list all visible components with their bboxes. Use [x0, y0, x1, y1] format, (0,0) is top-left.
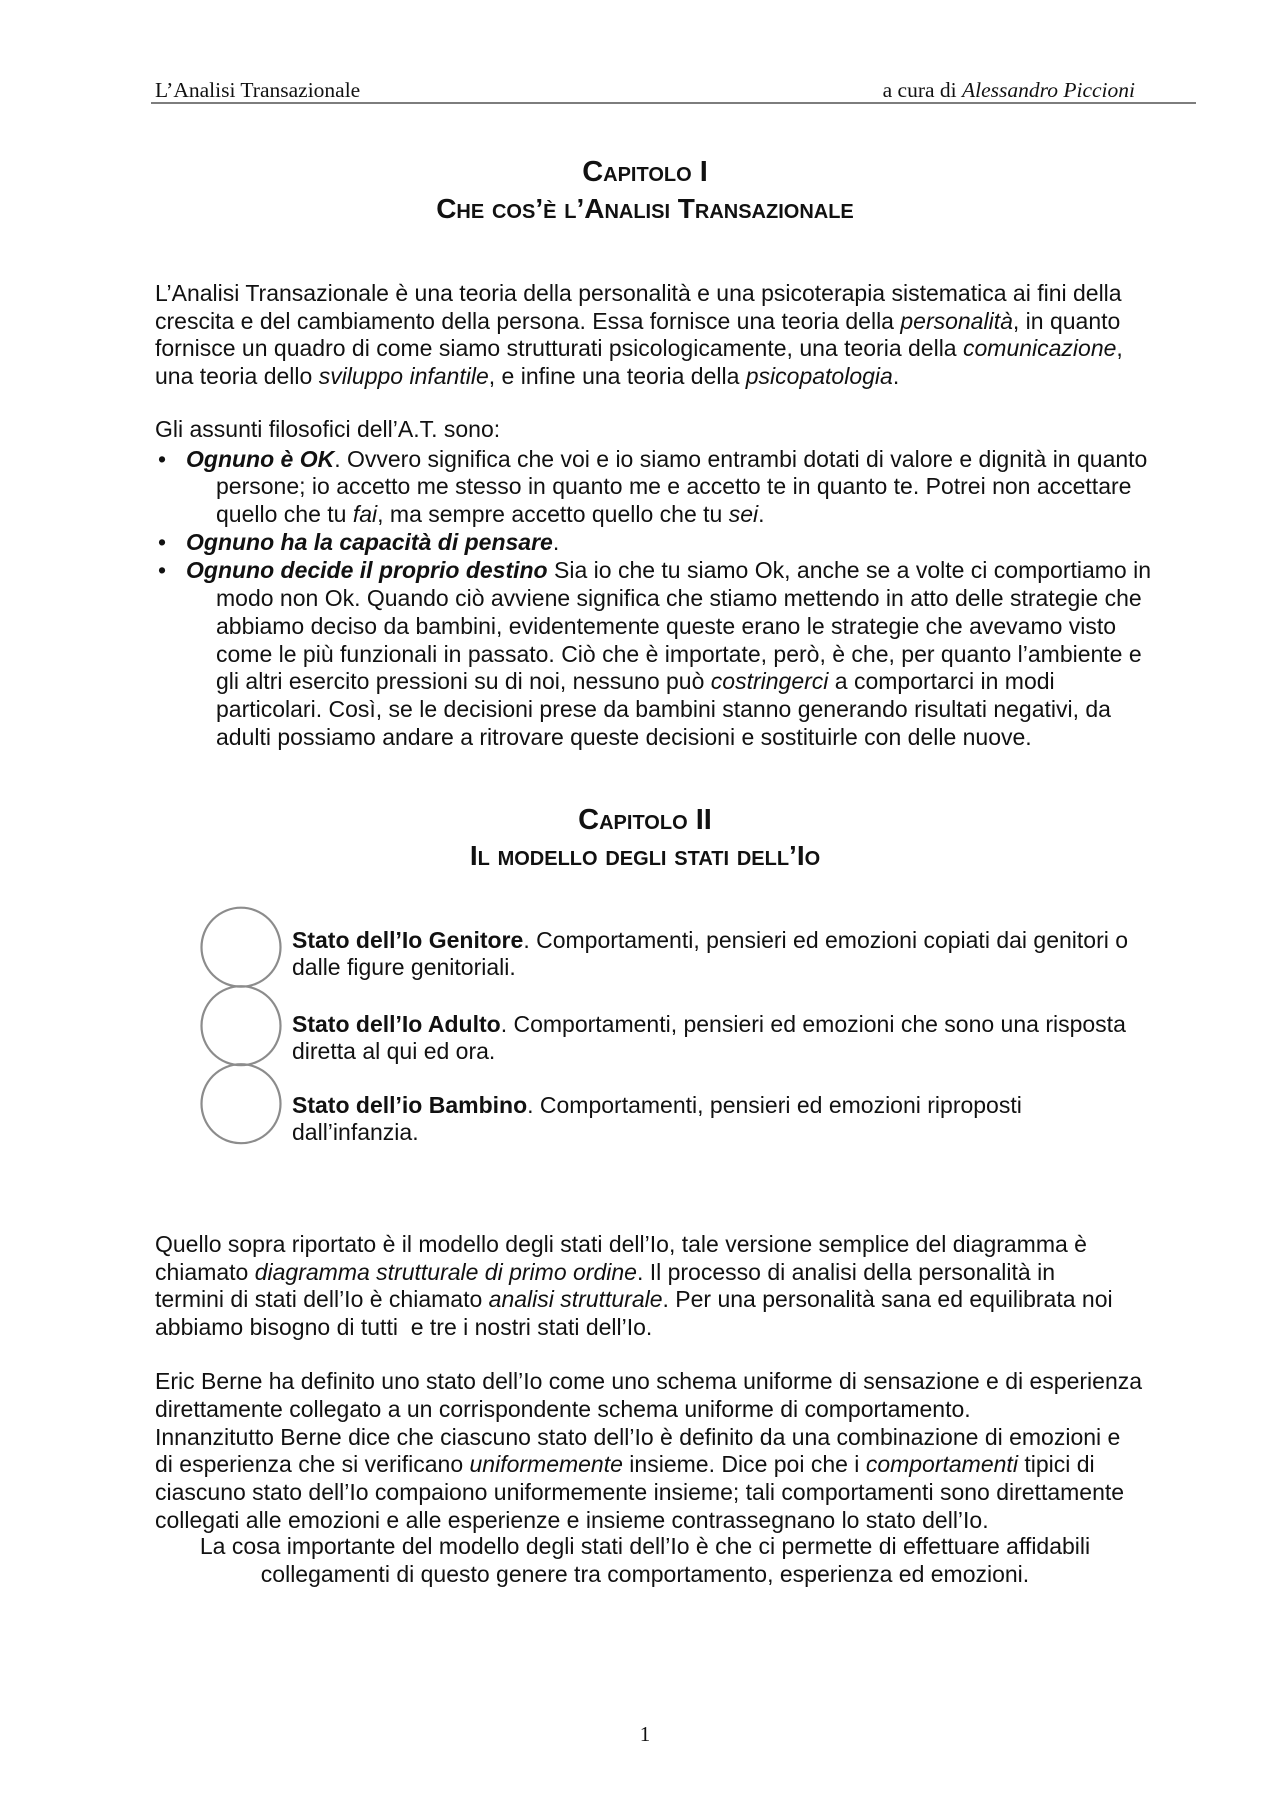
paragraph-line [155, 1285, 1113, 1313]
paragraph-line [155, 1313, 652, 1341]
text-run: fornisce un quadro di come siamo strutturati psicologicamente, una teoria della [155, 335, 963, 362]
text-run: direttamente collegato a un corrispondente schema uniforme di comportamento. [155, 1395, 971, 1422]
text-run: crescita e del cambiamento della persona. Essa fornisce una teoria della [155, 307, 901, 334]
page-number: 1 [639, 1722, 651, 1746]
ego-state-adult-line [292, 1010, 1126, 1038]
text-run: . Per una personalità sana ed equilibrata noi [662, 1286, 1113, 1313]
ego-state-name: Stato dell’Io Adulto [292, 1011, 501, 1037]
italic-term: uniformemente [469, 1451, 623, 1478]
text-run: tipici di [1017, 1451, 1095, 1478]
bullet-icon: • [158, 529, 167, 556]
paragraph-line [155, 1450, 1095, 1478]
text-run: persone; io accetto me stesso in quanto me e accetto te in quanto te. Potrei non accettare [216, 473, 1132, 500]
text-run: termini di stati dell’Io è chiamato [155, 1286, 489, 1313]
assumptions-lead: Gli assunti filosofici dell’A.T. sono: [155, 416, 501, 443]
bullet-icon: • [158, 556, 167, 583]
bullet-item-line [216, 500, 765, 528]
text-run: gli altri esercito pressioni su di noi, nessuno può [216, 668, 711, 695]
text-run: , e infine una teoria della [488, 363, 746, 389]
text-run: ciascuno stato dell’Io compaiono uniformemente insieme; tali comportamenti sono direttamente [155, 1479, 1125, 1505]
conclusion-line: La cosa importante del modello degli stati dell’Io è che ci permette di effettuare affidabili [199, 1533, 1091, 1560]
text-run: dalle figure genitoriali. [292, 953, 516, 980]
bullet-item-line [216, 695, 1111, 723]
text-run: . Comportamenti, pensieri ed emozioni riproposti [527, 1092, 1022, 1119]
intro-line [155, 307, 1120, 335]
italic-term: costringerci [710, 668, 829, 695]
ego-state-child-line [292, 1091, 1022, 1119]
paragraph-line [155, 1258, 1055, 1286]
ego-state-name: Stato dell’io Bambino [292, 1092, 528, 1119]
text-run: Quello sopra riportato è il modello degli stati dell’Io, tale versione semplice del diagramma è [155, 1230, 1087, 1257]
text-run: quello che tu [216, 501, 353, 528]
ego-state-child-line [292, 1118, 419, 1146]
paragraph-line [155, 1506, 989, 1534]
bullet-item-line [186, 445, 1147, 473]
bullet-item-line [216, 723, 1032, 751]
text-run: una teoria dello [155, 363, 319, 389]
header-credit-prefix: a cura di [882, 77, 963, 102]
chapter-2-label: Capitolo II [578, 804, 712, 837]
bullet-item-line [216, 584, 1142, 612]
paragraph-line [155, 1230, 1087, 1258]
text-run: . [552, 529, 560, 556]
header-author-credit [883, 77, 1135, 103]
intro-line [155, 334, 1123, 362]
text-run: abbiamo bisogno di tutti e tre i nostri stati dell’Io. [155, 1313, 653, 1340]
text-run: . Il processo di analisi della personalità in [636, 1258, 1056, 1285]
text-run: diretta al qui ed ora. [292, 1037, 496, 1064]
text-run: abbiamo deciso da bambini, evidentemente queste erano le strategie che avevamo visto [216, 612, 1117, 639]
key-assumption: Ognuno ha la capacità di pensare [186, 529, 553, 556]
paragraph-line [155, 1395, 971, 1423]
text-run: insieme. Dice poi che i [622, 1451, 866, 1478]
text-run: Sia io che tu siamo Ok, anche se a volte ci comportiamo in [547, 556, 1152, 583]
child-ego-state-circle [202, 1064, 281, 1143]
bullet-icon: • [158, 445, 167, 472]
ego-state-name: Stato dell’Io Genitore [292, 927, 524, 954]
italic-term: psicopatologia [745, 363, 893, 389]
text-run: . Comportamenti, pensieri ed emozioni che sono una risposta [500, 1011, 1126, 1037]
text-run: chiamato [155, 1258, 255, 1285]
italic-term: sei [728, 501, 759, 528]
adult-ego-state-circle [202, 986, 281, 1065]
header-rule [151, 102, 1196, 104]
italic-term: personalità [900, 307, 1013, 334]
paragraph-line [155, 1367, 1142, 1395]
bullet-item-line [216, 667, 1055, 695]
key-assumption: Ognuno è OK [186, 445, 335, 472]
text-run: , ma sempre accetto quello che tu [377, 501, 729, 528]
ego-state-adult-line [292, 1037, 495, 1065]
ego-state-parent-line [292, 953, 516, 981]
text-run: . Ovvero significa che voi e io siamo entrambi dotati di valore e dignità in quanto [334, 445, 1148, 472]
text-run: . Comportamenti, pensieri ed emozioni copiati dai genitori o [523, 927, 1129, 954]
paragraph-line [155, 1478, 1124, 1506]
bullet-item-line [186, 528, 559, 556]
chapter-1-title: Che cos’è l’Analisi Transazionale [436, 193, 854, 225]
text-run: collegati alle emozioni e alle esperienze e insieme contrassegnano lo stato dell’Io. [155, 1506, 989, 1533]
italic-term: comportamenti [865, 1451, 1018, 1478]
text-run: . [758, 501, 765, 528]
text-run: L’Analisi Transazionale è una teoria della personalità e una psicoterapia sistematica ai fini della [155, 280, 1122, 307]
chapter-2-title: Il modello degli stati dell’Io [469, 840, 821, 872]
bullet-item-line [186, 556, 1151, 584]
text-run: . [892, 363, 900, 389]
text-run: particolari. Così, se le decisioni prese da bambini stanno generando risultati negativi, da [216, 696, 1111, 723]
text-run: come le più funzionali in passato. Ciò che è importate, però, è che, per quanto l’ambiente e [216, 640, 1142, 667]
ego-state-parent-line [292, 926, 1128, 954]
bullet-item-line [216, 640, 1142, 668]
text-run: modo non Ok. Quando ciò avviene significa che stiamo mettendo in atto delle strategie che [216, 584, 1142, 611]
italic-term: comunicazione [963, 335, 1117, 362]
key-assumption: Ognuno decide il proprio destino [186, 556, 548, 583]
header-author-name: Alessandro Piccioni [962, 77, 1135, 102]
paragraph-line [155, 1423, 1120, 1451]
text-run: dall’infanzia. [292, 1119, 419, 1146]
chapter-1-label: Capitolo I [582, 156, 708, 188]
text-run: , in quanto [1012, 307, 1121, 334]
text-run: a comportarci in modi [828, 668, 1055, 695]
text-run: Eric Berne ha definito uno stato dell’Io come uno schema uniforme di sensazione e di esperienza [155, 1368, 1143, 1395]
header-title: L’Analisi Transazionale [155, 77, 361, 102]
bullet-item-line [216, 612, 1116, 640]
text-run: di esperienza che si verificano [155, 1451, 470, 1478]
italic-term: fai [352, 501, 378, 528]
text-run: , [1116, 335, 1123, 362]
italic-term: analisi strutturale [488, 1286, 663, 1313]
text-run: Innanzitutto Berne dice che ciascuno stato dell’Io è definito da una combinazione di emozioni e [155, 1423, 1121, 1450]
text-run: adulti possiamo andare a ritrovare queste decisioni e sostituirle con delle nuove. [216, 724, 1032, 750]
intro-line [155, 279, 1122, 307]
bullet-item-line [216, 472, 1131, 500]
parent-ego-state-circle [202, 908, 281, 987]
ego-states-diagram [198, 904, 284, 1150]
italic-term: diagramma strutturale di primo ordine [254, 1258, 637, 1285]
intro-line [155, 362, 899, 390]
conclusion-line: collegamenti di questo genere tra comportamento, esperienza ed emozioni. [260, 1561, 1030, 1588]
italic-term: sviluppo infantile [318, 363, 489, 389]
